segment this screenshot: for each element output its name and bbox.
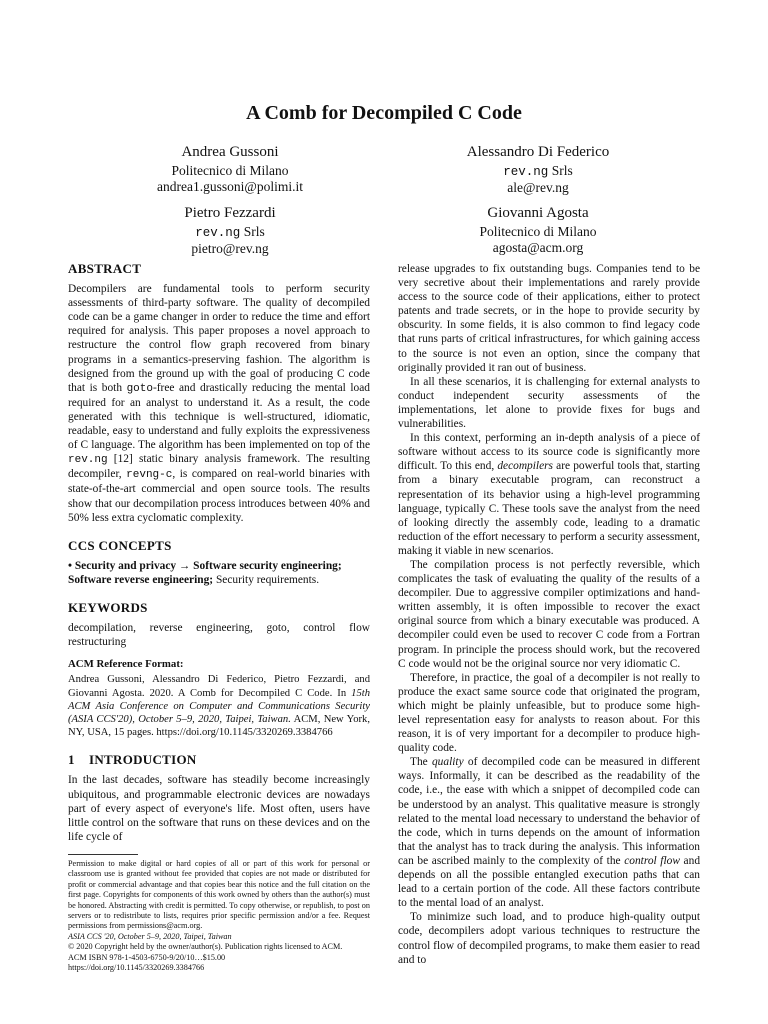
body-paragraph: [398, 755, 700, 910]
body-part: In this context, performing an in-depth analysis of a piece of software without access to its source code is significantly more difficult. To this end,: [398, 432, 700, 473]
term-control-flow: control flow: [624, 854, 680, 867]
author-affiliation: [398, 163, 678, 180]
isbn-line: ACM ISBN 978-1-4503-6750-9/20/10…$15.00: [68, 952, 226, 962]
body-paragraph: [398, 431, 700, 558]
term-decompilers: decompilers: [497, 460, 553, 473]
abstract-part: [12] static binary analysis framework. The resulting decompiler,: [68, 453, 370, 481]
affiliation-rest: Srls: [240, 224, 265, 239]
acm-ref-part: ACM, New York, NY, USA, 15 pages. https://doi.org/10.1145/3320269.3384766: [68, 713, 370, 739]
author-name: Andrea Gussoni: [181, 144, 279, 160]
body-part: The: [410, 756, 432, 769]
author-name: Alessandro Di Federico: [466, 144, 610, 160]
paper-title: A Comb for Decompiled C Code: [246, 102, 522, 124]
acm-ref-part: Andrea Gussoni, Alessandro Di Federico, Pietro Fezzardi, and Giovanni Agosta. 2020. A Comb for Decompiled C Code. In: [68, 674, 370, 699]
author-block: [90, 143, 370, 195]
intro-paragraph: In the last decades, software has steadily become increasingly ubiquitous, and programmable electronic devices are nowadays part of every aspect of everyone's life. Most often, users have little control on the software that runs on these devices and on the life cycle of: [68, 774, 370, 843]
code-revng: rev.ng: [68, 454, 108, 467]
keywords-text: decompilation, reverse engineering, goto, control flow restructuring: [68, 622, 370, 649]
body-part: of decompiled code can be measured in different ways. Informally, it can be described as the readability of the code, i.e., the ease with which a snippet of decompiled code can be understood by an analyst. This qualitative measure is strongly related to the mental load necessary to understand the behavior of the code, which in turns depends on the amount of information that the analyst has to track during the analysis. This information can be ascribed mainly to the complexity of the: [398, 756, 700, 867]
term-quality: quality: [431, 756, 464, 769]
footnote-rule: [68, 854, 138, 855]
acm-ref-venue: 15th ACM Asia Conference on Computer and Communications Security (ASIA CCS'20), October 5–9, 2020, Taipei, Taiwan.: [68, 687, 370, 725]
body-paragraph: In all these scenarios, it is challenging for external analysts to conduct independent security assessments of the implementations, let alone to provide fixes for bugs and vulnerabilities.: [398, 375, 700, 431]
affiliation-mono: rev.ng: [195, 226, 241, 240]
author-name: Giovanni Agosta: [487, 205, 589, 221]
acm-ref-heading: ACM Reference Format:: [68, 658, 184, 671]
abstract-text: [68, 282, 370, 525]
body-paragraph: Therefore, in practice, the goal of a decompiler is not really to produce the exact same source code that originated the program, which might be plainly unfeasible, but to produce some high-level representation easy for analysts to reason about. For this reason, it is of very important for a decompiler to produce high-quality code.: [398, 671, 700, 755]
author-name: Pietro Fezzardi: [184, 205, 276, 221]
author-block: [90, 204, 370, 257]
abstract-heading: ABSTRACT: [68, 261, 142, 276]
ccs-rest: Security requirements.: [213, 573, 320, 586]
body-paragraph: To minimize such load, and to produce high-quality output code, decompilers adopt various techniques to restructure the control flow of decompiled programs, to make them easier to read and to: [398, 911, 700, 966]
ccs-heading: CCS CONCEPTS: [68, 537, 172, 553]
author-block: [398, 143, 678, 196]
body-part: and depends on all the possible entangled execution paths that can lead to a certain portion of the code. All these factors contribute to the mental load of an analyst.: [398, 854, 701, 910]
code-revng-c: revng-c: [126, 469, 173, 482]
acm-ref-text: [68, 673, 370, 739]
abstract-part: Decompilers are fundamental tools to perform security assessments of third-party software. The quality of decompiled code can be a game changer in order to reduce the time and effort required for analysis. This paper proposes a novel approach to restructure the control flow graph recovered from binary programs in a semantics-preserving fashion. The algorithm is designed from the ground up with the goal of producing C code that is both: [68, 283, 370, 394]
permission-notice: Permission to make digital or hard copies of all or part of this work for personal or classroom use is granted without fee provided that copies are not made or distributed for profit or commercial advantage and that copies bear this notice and the full citation on the first page. Copyrights for components of this work owned by others than the author(s) must be honored. Abstracting with credit is permitted. To copy otherwise, or republish, to post on servers or to redistribute to lists, requires prior specific permission and/or a fee. Request permissions from permissions@acm.org.: [68, 858, 370, 931]
author-affiliation: [90, 224, 370, 241]
doi-line: https://doi.org/10.1145/3320269.3384766: [68, 962, 205, 972]
body-paragraph: release upgrades to fix outstanding bugs. Companies tend to be very secretive about their implementations and rarely provide access to the source code of their applications, either to protect patents and trade secrets, or in the hope to provide security by obscurity. In some fields, it is also common to find legacy code that runs parts of critical infrastructures, for which gaining access to the source is not even an option, since the company that originally provided it ran out of business.: [398, 263, 700, 374]
author-affiliation: Politecnico di Milano: [479, 224, 597, 239]
author-block: [398, 204, 678, 256]
code-goto: goto: [126, 382, 153, 395]
author-affiliation: Politecnico di Milano: [171, 163, 289, 178]
affiliation-mono: rev.ng: [503, 165, 549, 179]
footnote: [68, 859, 370, 973]
ccs-text: [68, 559, 370, 587]
intro-heading: 1 INTRODUCTION: [68, 752, 197, 768]
ccs-bold: • Security and privacy → Software security engineering; Software reverse engineering;: [68, 559, 342, 586]
body-paragraph: The compilation process is not perfectly reversible, which complicates the task of evaluating the quality of the results of a decompiler. Due to aggressive compiler optimizations and hand-written assembly, it is often impossible to recover the exact original source from which a binary executable was produced. A decompiler could even be used to recover C code from a Fortran program. In principle the process should work, but the recovered C code would not be the original source nor very idiomatic C.: [398, 558, 700, 670]
body-part: are powerful tools that, starting from a binary executable program, can reconstruct a representation of its behavior using a high-level programming language, typically C. These tools save the analyst from the need of looking directly the assembly code, leading to a dramatic reduction of the effort necessary to perform a security assessment, making it viable in new scenarios.: [398, 460, 700, 557]
copyright-line: © 2020 Copyright held by the owner/author(s). Publication rights licensed to ACM.: [68, 942, 343, 952]
author-email: andrea1.gussoni@polimi.it: [157, 179, 303, 194]
author-email: agosta@acm.org: [492, 240, 584, 255]
affiliation-rest: Srls: [548, 163, 573, 178]
author-email: pietro@rev.ng: [191, 241, 269, 256]
keywords-heading: KEYWORDS: [68, 599, 148, 615]
author-email: ale@rev.ng: [507, 180, 569, 195]
left-column: [68, 262, 370, 973]
abstract-part: , is compared on real-world binaries with state-of-the-art commercial and open source tools. The results show that our decompilation process introduces between 40% and 50% less extra cyclomatic complexity.: [68, 468, 370, 524]
abstract-part: -free and drastically reducing the mental load required for an analyst to understand it. As a result, the code generated with this technique is well-structured, idiomatic, readable, easy to understand and fully exploits the expressiveness of C language. The algorithm has been implemented on top of the: [68, 381, 370, 452]
right-column: [398, 262, 700, 967]
conference-line: [68, 932, 370, 942]
conference-text: ASIA CCS '20, October 5–9, 2020, Taipei, Taiwan: [68, 931, 232, 941]
